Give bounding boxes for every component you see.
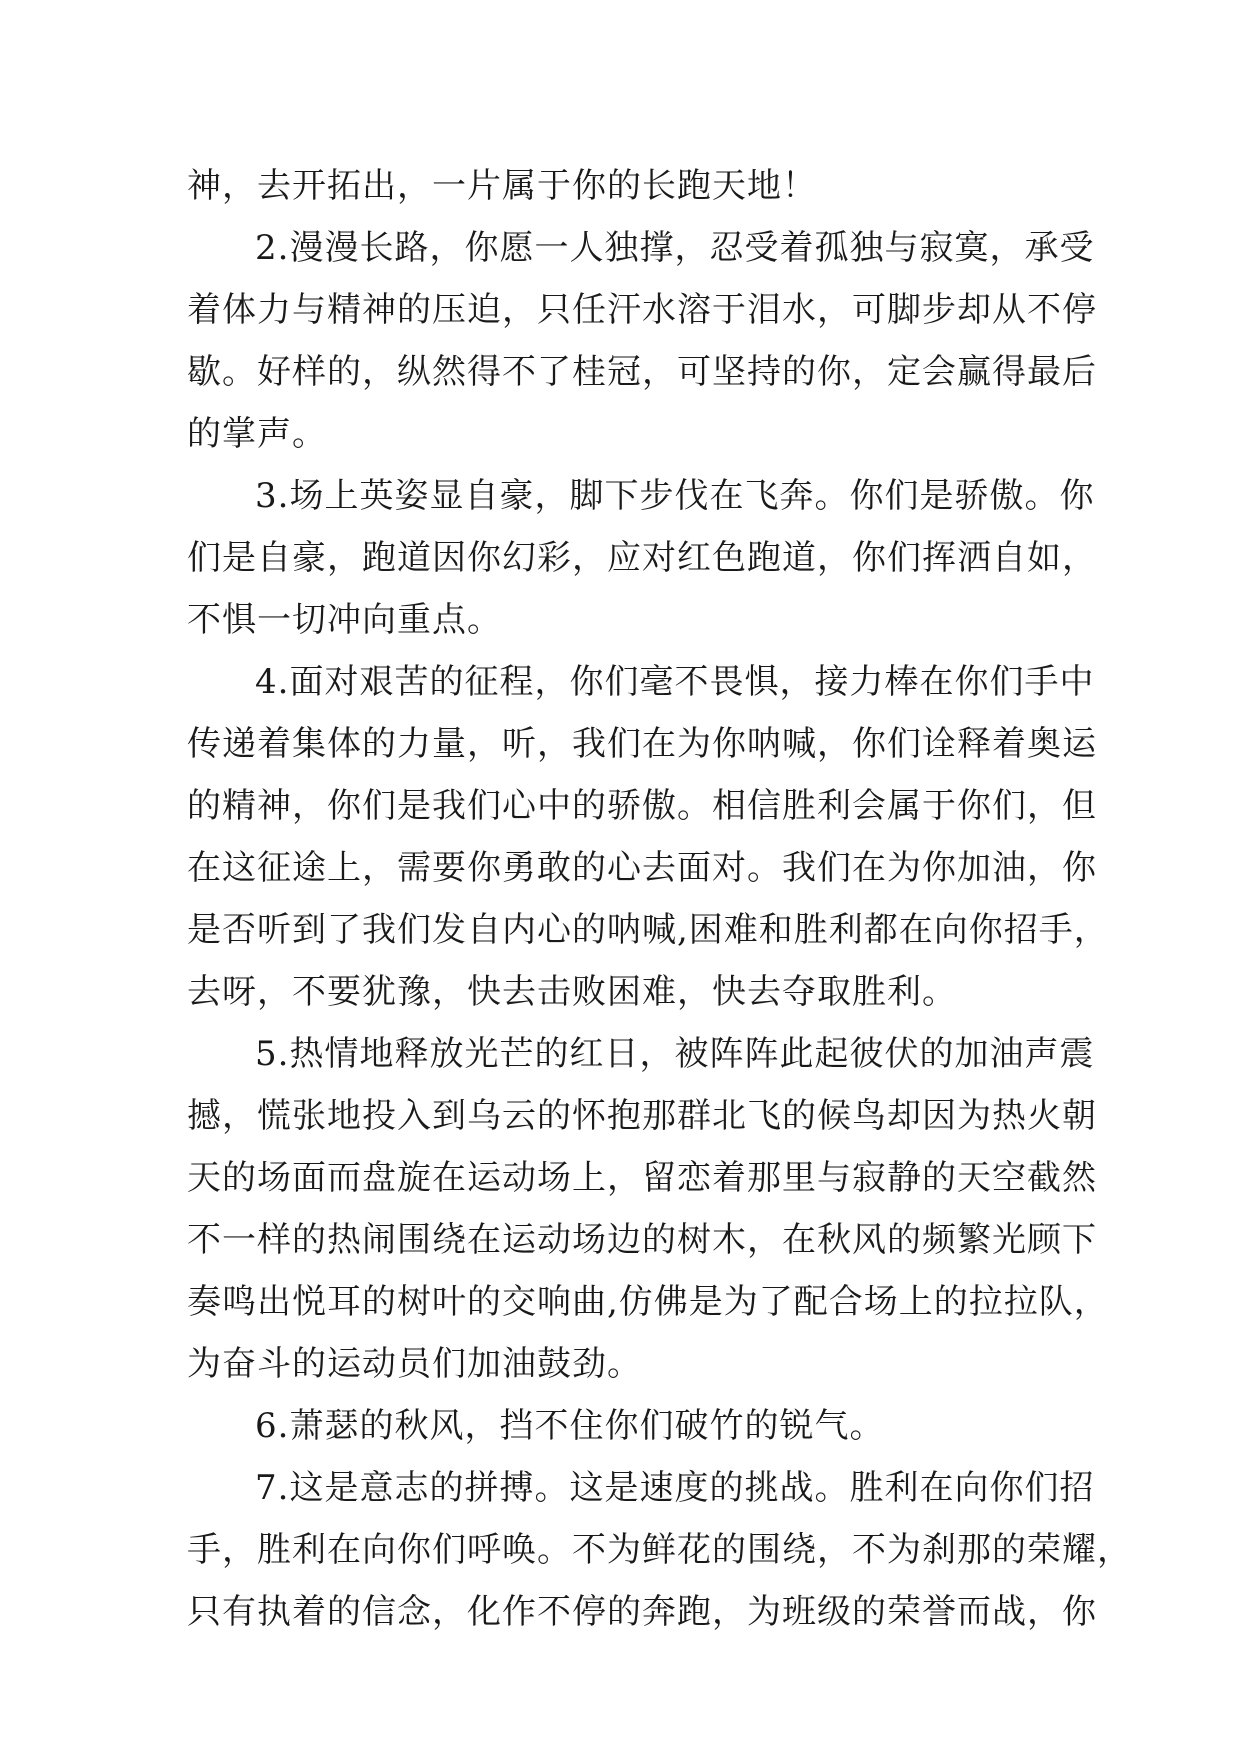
text-line: 去呀，不要犹豫，快去击败困难，快去夺取胜利。	[187, 972, 957, 1012]
text-line: 传递着集体的力量，听，我们在为你呐喊，你们诠释着奥运	[187, 724, 1097, 764]
text-line: 着体力与精神的压迫，只任汗水溶于泪水，可脚步却从不停	[187, 290, 1097, 330]
text-line: 的掌声。	[187, 414, 327, 454]
text-line: 手，胜利在向你们呼唤。不为鲜花的围绕，不为刹那的荣耀，	[187, 1530, 1132, 1570]
text-line: 撼，慌张地投入到乌云的怀抱那群北飞的候鸟却因为热火朝	[187, 1096, 1097, 1136]
text-line: 歇。好样的，纵然得不了桂冠，可坚持的你，定会赢得最后	[187, 352, 1097, 392]
text-line: 3.场上英姿显自豪，脚下步伐在飞奔。你们是骄傲。你	[255, 476, 1095, 516]
text-line: 2.漫漫长路，你愿一人独撑，忍受着孤独与寂寞，承受	[255, 228, 1095, 268]
text-line: 在这征途上，需要你勇敢的心去面对。我们在为你加油，你	[187, 848, 1097, 888]
text-line: 奏鸣出悦耳的树叶的交响曲,仿佛是为了配合场上的拉拉队，	[187, 1282, 1109, 1322]
text-line: 5.热情地释放光芒的红日，被阵阵此起彼伏的加油声震	[255, 1034, 1095, 1074]
text-line: 神，去开拓出，一片属于你的长跑天地！	[187, 166, 817, 206]
text-line: 只有执着的信念，化作不停的奔跑，为班级的荣誉而战，你	[187, 1592, 1097, 1632]
document-body	[187, 155, 1132, 1643]
text-line: 是否听到了我们发自内心的呐喊,困难和胜利都在向你招手，	[187, 910, 1109, 950]
text-line: 为奋斗的运动员们加油鼓劲。	[187, 1344, 642, 1384]
text-line: 不一样的热闹围绕在运动场边的树木，在秋风的频繁光顾下	[187, 1220, 1097, 1260]
text-line: 不惧一切冲向重点。	[187, 600, 502, 640]
text-line: 们是自豪，跑道因你幻彩，应对红色跑道，你们挥洒自如，	[187, 538, 1097, 578]
text-line: 4.面对艰苦的征程，你们毫不畏惧，接力棒在你们手中	[255, 662, 1095, 702]
text-line: 6.萧瑟的秋风，挡不住你们破竹的锐气。	[255, 1406, 885, 1446]
text-line: 天的场面而盘旋在运动场上，留恋着那里与寂静的天空截然	[187, 1158, 1097, 1198]
text-line: 的精神，你们是我们心中的骄傲。相信胜利会属于你们，但	[187, 786, 1097, 826]
text-line: 7.这是意志的拼搏。这是速度的挑战。胜利在向你们招	[255, 1468, 1095, 1508]
